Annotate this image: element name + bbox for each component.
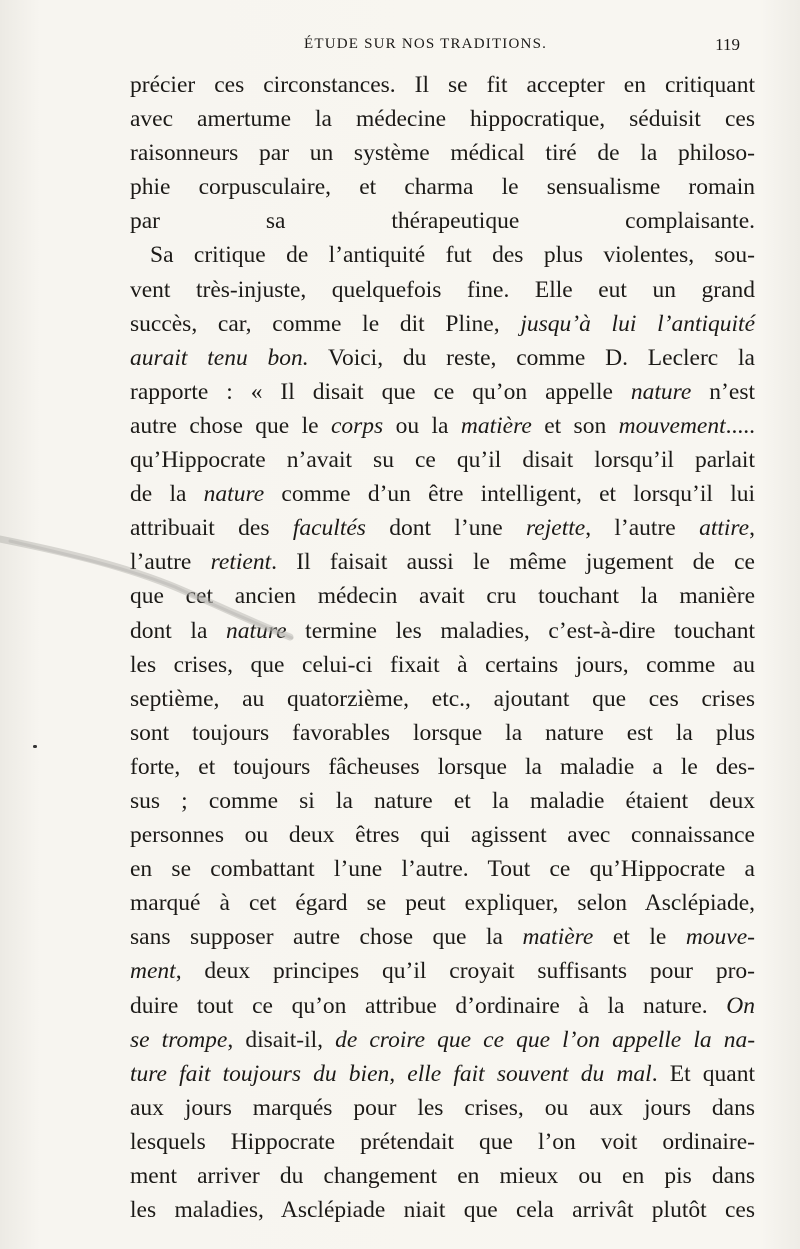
text-segment: termine les maladies, c’est-à-dire touchant [286,617,755,644]
running-head: ÉTUDE SUR NOS TRADITIONS. [304,36,548,52]
text-segment: ..... [725,412,755,439]
italic-text: se trompe [130,1026,228,1053]
italic-text: rejette [526,515,586,542]
text-segment: personnes ou deux êtres qui agissent avec connaissance [130,822,755,849]
text-line [130,784,755,818]
text-line [130,273,755,307]
text-line [130,1091,755,1125]
text-segment: avec amertume la médecine hippocratique, séduisit ces [130,106,755,133]
italic-text: nature [226,617,287,644]
page-number: 119 [715,35,740,54]
text-line [130,648,755,682]
text-segment: dont l’une [365,515,527,542]
text-line [130,238,755,272]
text-segment: les maladies, Asclépiade niait que cela arrivât plutôt ces [130,1197,755,1224]
text-line [130,443,755,477]
text-segment: . Il faisait aussi le même jugement de ce [271,549,755,576]
text-segment: raisonneurs par un système médical tiré de la philoso- [130,140,755,167]
italic-text: mouvement [618,412,726,439]
text-segment: , disait-il, [227,1026,336,1053]
italic-text: facultés [292,515,366,542]
text-segment: sus ; comme si la nature et la maladie étaient deux [130,787,755,814]
text-segment: . Et quant [651,1060,756,1087]
text-segment: dont la [130,617,227,644]
italic-text: matière [522,924,594,951]
italic-text: nature [630,378,692,405]
text-line [130,1159,755,1193]
text-segment: que cet ancien médecin avait cru touchant la manière [130,583,755,610]
text-segment: Sa critique de l’antiquité fut des plus violentes, sou- [150,242,755,269]
text-segment: , [749,515,755,542]
italic-text: corps [330,412,384,439]
text-segment: duire tout ce qu’on attribue d’ordinaire à la nature. [130,992,727,1019]
text-segment: , l’autre [585,515,700,542]
italic-text: jusqu’à lui l’antiquité [520,310,755,337]
italic-text: aurait tenu bon. [130,344,309,371]
text-segment: ment arriver du changement en mieux ou en pis dans [130,1163,755,1189]
text-line [130,954,755,988]
text-segment: en se combattant l’une l’autre. Tout ce qu’Hippocrate a [130,856,755,883]
text-segment: lesquels Hippocrate prétendait que l’on voit ordinaire- [130,1128,755,1155]
italic-text: retient [210,549,272,576]
text-segment: succès, car, comme le dit Pline, [130,310,521,337]
text-segment: les crises, que celui-ci fixait à certains jours, comme au [130,651,755,678]
text-segment: l’autre [130,549,211,576]
italic-text: ment [130,958,176,985]
page-header [130,30,740,60]
text-line [130,989,755,1023]
text-line [130,920,755,954]
text-segment: autre chose que le [130,412,331,439]
text-segment: aux jours marqués pour les crises, ou aux jours dans [130,1094,755,1121]
text-line [130,477,755,511]
text-line [130,68,755,102]
text-segment: septième, au quatorzième, etc., ajoutant que ces crises [130,685,755,712]
text-segment: Voici, du reste, comme D. Leclerc la [308,344,755,371]
text-line [130,886,755,920]
italic-text: ture fait toujours du bien, elle fait souvent du mal [130,1060,652,1087]
text-segment: sont toujours favorables lorsque la nature est la plus [130,719,755,746]
text-line [130,716,755,750]
text-line [130,204,755,238]
text-segment: comme d’un être intelligent, et lorsqu’il lui [264,481,756,508]
italic-text: On [726,992,755,1019]
text-line [130,170,755,204]
text-segment: sans supposer autre chose que la [130,924,523,951]
text-segment: précier ces circonstances. Il se fit accepter en critiquant [130,72,755,98]
text-line [130,136,755,170]
italic-text: mouve- [685,924,755,951]
italic-text: nature [203,481,265,508]
italic-text: attire [699,515,750,542]
text-segment: et son [531,412,619,439]
text-line [130,409,755,443]
text-segment: , deux principes qu’il croyait suffisants pour pro- [175,958,755,985]
text-line [130,375,755,409]
text-line [130,1125,755,1159]
text-segment: de la [130,481,204,508]
text-segment: ou la [383,412,461,439]
text-segment: attribuait des [130,515,293,542]
text-line [130,818,755,852]
text-line [130,682,755,716]
text-line [130,1193,755,1227]
text-segment: phie corpusculaire, et charma le sensualisme romain [130,174,755,201]
text-segment: qu’Hippocrate n’avait su ce qu’il disait lorsqu’il parlait [130,447,755,474]
text-segment: et le [593,924,686,951]
text-segment: vent très-injuste, quelquefois fine. Elle eut un grand [130,276,755,303]
pencil-stroke-mark [0,525,300,645]
text-line [130,750,755,784]
text-line [130,1057,755,1091]
body-text [130,68,755,1227]
text-line [130,1023,755,1057]
text-segment: rapporte : « Il disait que ce qu’on appelle [130,378,631,405]
italic-text: matière [460,412,532,439]
text-line [130,102,755,136]
text-segment: forte, et toujours fâcheuses lorsque la maladie a le des- [130,753,755,780]
ink-speck [33,745,37,748]
text-segment: marqué à cet égard se peut expliquer, selon Asclépiade, [130,890,755,917]
text-line [130,307,755,341]
italic-text: de croire que ce que l’on appelle la na- [335,1026,756,1053]
text-line [130,852,755,886]
text-line [130,341,755,375]
text-segment: n’est [691,378,755,405]
text-segment: par sa thérapeutique complaisante. [130,208,755,235]
